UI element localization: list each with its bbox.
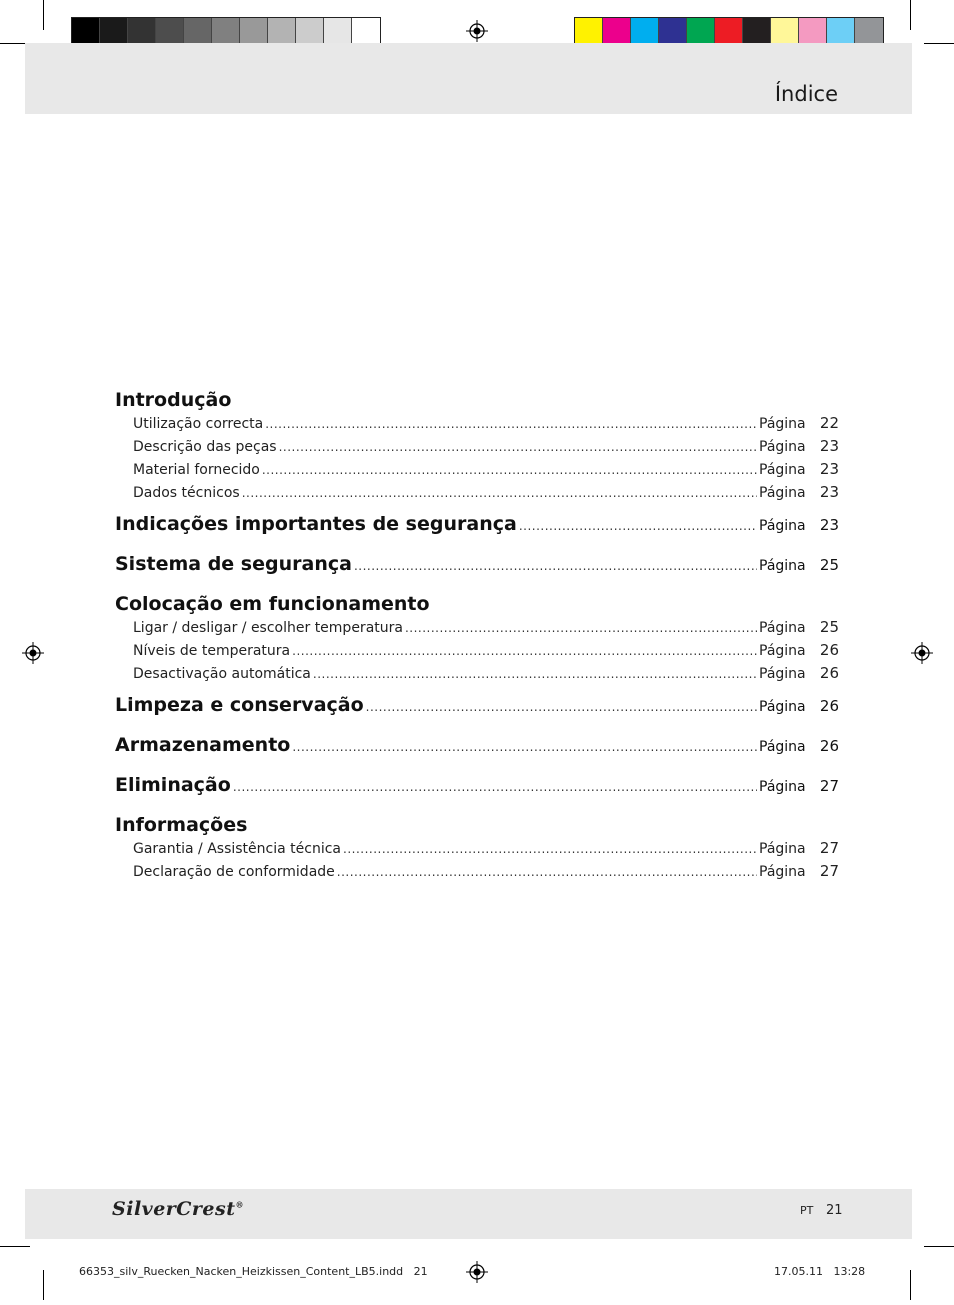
page-label: Página — [759, 841, 806, 857]
toc-page-number: 22 — [819, 414, 839, 432]
page-label: Página — [759, 518, 806, 534]
crop-mark — [0, 1246, 30, 1247]
leader-dots — [233, 775, 757, 799]
crop-mark — [43, 0, 44, 30]
color-swatch — [743, 18, 771, 45]
crop-mark — [910, 1270, 911, 1300]
leader-dots — [337, 861, 757, 883]
toc-entry — [115, 639, 839, 662]
toc-heading-title: Informações — [115, 814, 248, 836]
toc-entry-title: Declaração de conformidade — [133, 864, 335, 880]
toc-page-number: 26 — [819, 737, 839, 755]
toc-section — [115, 773, 839, 799]
toc-page-number: 27 — [819, 839, 839, 857]
toc-page-number: 23 — [819, 460, 839, 478]
toc-section — [115, 592, 839, 685]
color-swatch — [72, 18, 100, 45]
page-label: Página — [759, 699, 806, 715]
toc-entry — [115, 435, 839, 458]
toc-entry-title: Ligar / desligar / escolher temperatura — [133, 620, 403, 636]
toc-section — [115, 733, 839, 759]
toc-entry-title: Dados técnicos — [133, 485, 240, 501]
leader-dots — [265, 413, 757, 435]
toc-entry-title: Garantia / Assistência técnica — [133, 841, 341, 857]
page-label: Página — [759, 666, 806, 682]
toc-heading — [115, 552, 839, 578]
leader-dots — [354, 554, 757, 578]
page-title: Índice — [774, 82, 838, 106]
toc-page-number: 23 — [819, 483, 839, 501]
color-swatch — [687, 18, 715, 45]
leader-dots — [242, 482, 757, 504]
toc-page-number: 23 — [819, 437, 839, 455]
language-code: PT — [800, 1204, 814, 1217]
color-swatch — [715, 18, 743, 45]
color-swatch — [352, 18, 380, 45]
page-number: 21 — [826, 1203, 843, 1218]
page-label: Página — [759, 620, 806, 636]
table-of-contents — [115, 388, 839, 891]
color-swatch — [100, 18, 128, 45]
leader-dots — [313, 663, 757, 685]
toc-entry-title: Material fornecido — [133, 462, 260, 478]
toc-heading-title: Eliminação — [115, 774, 231, 796]
color-swatch — [296, 18, 324, 45]
color-swatch — [827, 18, 855, 45]
color-swatch — [631, 18, 659, 45]
toc-heading-title: Limpeza e conservação — [115, 694, 364, 716]
color-swatch — [184, 18, 212, 45]
toc-entry — [115, 412, 839, 435]
toc-page-number: 27 — [819, 777, 839, 795]
page-label: Página — [759, 416, 806, 432]
color-swatch — [603, 18, 631, 45]
toc-entry — [115, 616, 839, 639]
color-swatch — [659, 18, 687, 45]
leader-dots — [279, 436, 757, 458]
color-swatch — [855, 18, 883, 45]
slug-datetime: 17.05.11 13:28 — [774, 1265, 866, 1278]
toc-heading — [115, 693, 839, 719]
process-color-bar — [574, 17, 884, 46]
toc-heading — [115, 592, 839, 616]
toc-entry-title: Utilização correcta — [133, 416, 264, 432]
toc-section — [115, 693, 839, 719]
slug-filename: 66353_silv_Ruecken_Nacken_Heizkissen_Content_LB5.indd 21 — [79, 1265, 428, 1278]
crop-mark — [924, 1246, 954, 1247]
toc-entry — [115, 837, 839, 860]
crop-mark — [924, 43, 954, 44]
leader-dots — [292, 640, 757, 662]
leader-dots — [519, 514, 757, 538]
toc-heading-title: Sistema de segurança — [115, 553, 352, 575]
toc-entry-title: Descrição das peças — [133, 439, 277, 455]
toc-section — [115, 552, 839, 578]
brand-name: SilverCrest — [112, 1198, 236, 1220]
color-swatch — [575, 18, 603, 45]
leader-dots — [405, 617, 757, 639]
gray-color-bar — [71, 17, 381, 46]
toc-page-number: 25 — [819, 556, 839, 574]
toc-heading — [115, 813, 839, 837]
page-label: Página — [759, 739, 806, 755]
crop-mark — [910, 0, 911, 30]
toc-page-number: 27 — [819, 862, 839, 880]
registration-mark-icon — [466, 20, 488, 42]
color-swatch — [799, 18, 827, 45]
toc-heading — [115, 773, 839, 799]
toc-section — [115, 388, 839, 504]
toc-section — [115, 813, 839, 883]
color-swatch — [324, 18, 352, 45]
page-label: Página — [759, 462, 806, 478]
toc-entry — [115, 860, 839, 883]
toc-entry-title: Desactivação automática — [133, 666, 311, 682]
toc-heading — [115, 733, 839, 759]
color-swatch — [771, 18, 799, 45]
color-swatch — [156, 18, 184, 45]
toc-section — [115, 512, 839, 538]
page-label: Página — [759, 485, 806, 501]
leader-dots — [343, 838, 757, 860]
toc-page-number: 26 — [819, 641, 839, 659]
toc-heading-title: Armazenamento — [115, 734, 291, 756]
page-label: Página — [759, 779, 806, 795]
leader-dots — [292, 735, 757, 759]
toc-entry — [115, 458, 839, 481]
toc-heading — [115, 388, 839, 412]
registration-mark-icon — [22, 642, 44, 664]
registration-mark-icon — [911, 642, 933, 664]
brand-registered-mark: ® — [235, 1199, 244, 1210]
toc-entry-title: Níveis de temperatura — [133, 643, 291, 659]
brand-logo — [112, 1198, 244, 1220]
toc-page-number: 23 — [819, 516, 839, 534]
page-label: Página — [759, 439, 806, 455]
color-swatch — [240, 18, 268, 45]
color-swatch — [128, 18, 156, 45]
toc-heading-title: Indicações importantes de segurança — [115, 513, 517, 535]
crop-mark — [43, 1270, 44, 1300]
registration-mark-icon — [466, 1261, 488, 1283]
leader-dots — [262, 459, 757, 481]
color-swatch — [212, 18, 240, 45]
page-label: Página — [759, 643, 806, 659]
toc-entry — [115, 481, 839, 504]
toc-heading-title: Introdução — [115, 389, 232, 411]
toc-page-number: 26 — [819, 697, 839, 715]
toc-heading — [115, 512, 839, 538]
page-label: Página — [759, 558, 806, 574]
toc-heading-title: Colocação em funcionamento — [115, 593, 430, 615]
toc-entry — [115, 662, 839, 685]
color-swatch — [268, 18, 296, 45]
toc-page-number: 25 — [819, 618, 839, 636]
toc-page-number: 26 — [819, 664, 839, 682]
leader-dots — [366, 695, 757, 719]
page-label: Página — [759, 864, 806, 880]
